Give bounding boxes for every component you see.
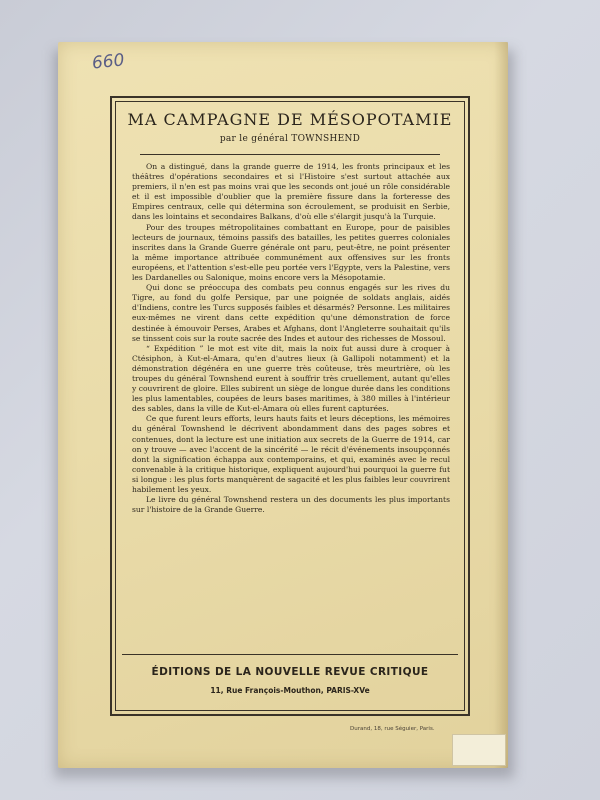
blurb-paragraph-5: Ce que furent leurs efforts, leurs hauts faits et leurs déceptions, les mémoires du général Townshend le décrivent abondamment dans des pages sobres et contenues, dont la lecture est une initiation aux secrets de la Guerre de 1914, car on y trouve — avec l'accent de la sincérité — le récit d'événements insoupçonnés dont la signification échappa aux contemporains, et qui, examinés avec le recul convenable à la critique historique, expliquent aujourd'hui pourquoi la guerre fut si longue : les plus forts manquèrent de sagacité et les plus faibles leur couvrirent habilement les yeux. [132, 414, 450, 494]
book-title: MA CAMPAGNE DE MÉSOPOTAMIE [127, 110, 453, 129]
text-frame [110, 96, 470, 716]
blurb-paragraph-3: Qui donc se préoccupa des combats peu connus engagés sur les rives du Tigre, au fond du golfe Persique, par une poignée de soldats anglais, aidés d'Indiens, contre les Turcs supposés faibles et désarmés? Personne. Les militaires eux-mêmes ne virent dans cette expédition qu'une démonstration de force destinée à émouvoir Perses, Arabes et Afghans, dont l'Angleterre souhaitait qu'ils se tinssent cois sur la route sacrée des Indes et autour des richesses de Mossoul. [132, 283, 450, 343]
top-divider [140, 154, 440, 155]
printer-imprint: Durand, 18, rue Séguier, Paris. [350, 726, 435, 732]
blurb-paragraph-1: On a distingué, dans la grande guerre de 1914, les fronts principaux et les théâtres d'opérations secondaires et si l'Histoire s'est surtout attachée aux premiers, il n'en est pas moins vrai que les seconds ont joué un rôle considérable et il est impossible d'oublier que la première fissure dans la forteresse des Empires centraux, celle qui détermina son écroulement, se produisit en Serbie, dans les lointains et secondaires Balkans, d'où elle s'élargit jusqu'à la Turquie. [132, 162, 450, 222]
blurb-paragraph-2: Pour des troupes métropolitaines combattant en Europe, pour de paisibles lecteurs de journaux, témoins passifs des batailles, les petites guerres coloniales inscrites dans la Grande Guerre générale ont paru, peut-être, ne point présenter la même importance attribuée communément aux offensives sur les fronts européens, et l'attention s'est-elle peu portée vers l'Egypte, vers la Palestine, vers les Dardanelles ou Salonique, moins encore vers la Mésopotamie. [132, 222, 450, 283]
blurb-paragraph-6: Le livre du général Townshend restera un des documents les plus importants sur l'histoire de la Grande Guerre. [132, 495, 450, 515]
blurb-text [132, 162, 450, 515]
author-byline: par le général TOWNSHEND [219, 134, 361, 144]
publisher-name: ÉDITIONS DE LA NOUVELLE REVUE CRITIQUE [151, 666, 429, 678]
blurb-paragraph-4: “ Expédition ” le mot est vite dit, mais la noix fut aussi dure à croquer à Ctésiphon, à Kut-el-Amara, qu'en d'autres lieux (à Gallipoli notamment) et la démonstration dégénéra en une guerre très coûteuse, très meurtrière, où les troupes du général Townshend eurent à souffrir très cruellement, autant qu'elles y couvrirent de gloire. Elles subirent un siège de longue durée dans les conditions les plus lamentables, coupées de leurs bases maritimes, à 380 milles à l'intérieur des sables, dans la ville de Kut-el-Amara où elles furent capturées. [132, 343, 450, 414]
library-label-patch [452, 734, 506, 766]
bottom-divider [122, 654, 458, 655]
publisher-address: 11, Rue François-Mouthon, PARIS-XVe [210, 686, 370, 695]
handwritten-shelfmark: 660 [91, 50, 126, 74]
